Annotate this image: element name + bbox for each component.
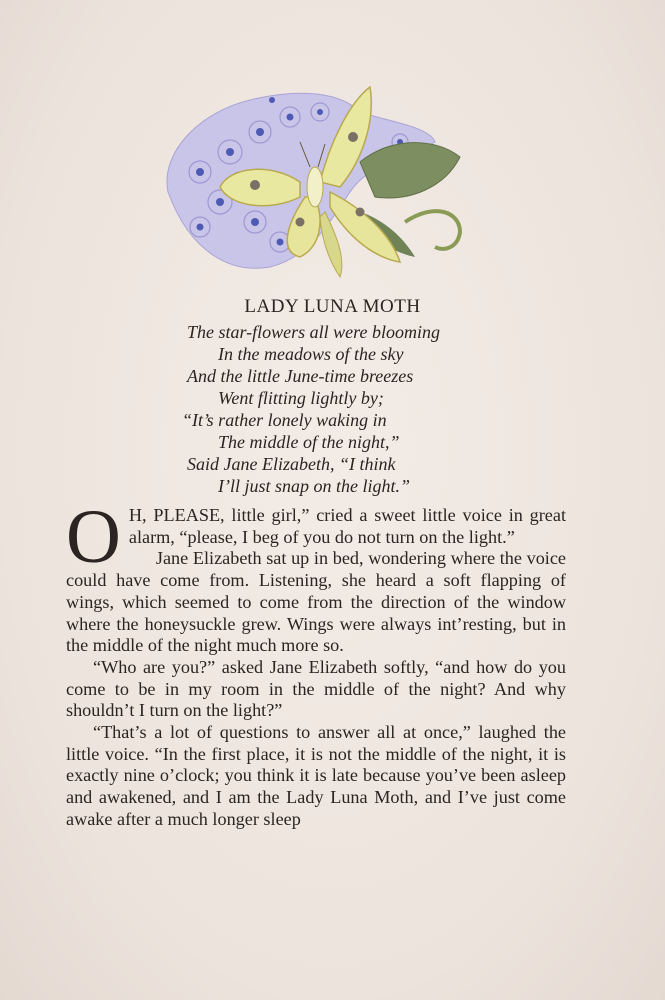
poem-line: And the little June-time breezes [187,366,414,386]
story-text [66,495,566,831]
paragraph: Jane Elizabeth sat up in bed, wondering where the voice could have come from. Listening, she heard a soft flapping of wings, which seemed to come from the direction of the window where the honeysuckle grew. Wings were always int’resting, but in the middle of the night much more so. [66,548,566,656]
poem-line: The middle of the night,” [218,432,400,452]
paragraph: “That’s a lot of questions to answer all at once,” laughed the little voice. “In the first place, it is not the middle of the night, it is exactly nine o’clock; you think it is late because you’ve been asleep and awakened, and I am the Lady Luna Moth, and I’ve just come awake after a much longer sleep [66,722,566,829]
paragraph [66,495,566,579]
poem-line: The star-flowers all were blooming [187,322,440,342]
page-title: LADY LUNA MOTH [244,296,421,317]
poem-line: I’ll just snap on the light.” [218,476,411,496]
poem-line: Went flitting lightly by; [218,388,384,408]
drop-cap: O [66,495,121,579]
luna-moth-illustration [160,82,490,282]
poem-line: In the meadows of the sky [218,344,404,364]
poem-line: “It’s rather lonely waking in [182,410,387,430]
paragraph: “Who are you?” asked Jane Elizabeth softly, “and how do you come to be in my room in the middle of the night? And why shouldn’t I turn on the light?” [66,656,566,721]
paragraph-text: H, PLEASE, little girl,” cried a sweet little voice in great alarm, “please, I beg of you do not turn on the light.” [128,505,566,547]
poem-line: Said Jane Elizabeth, “I think [187,454,396,474]
